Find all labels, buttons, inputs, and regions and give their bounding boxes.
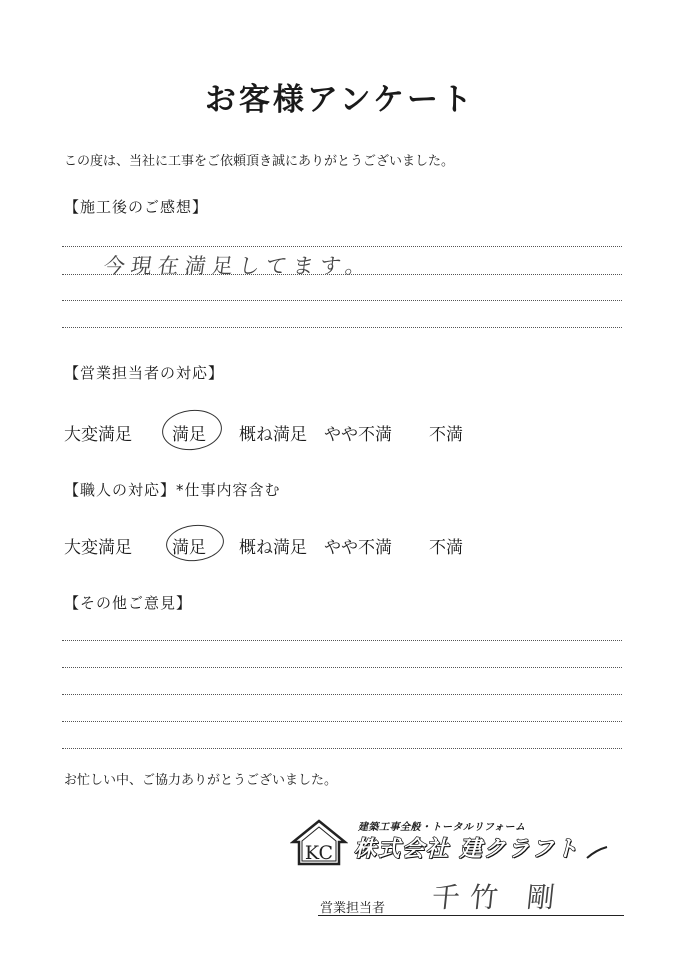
house-logo-icon xyxy=(290,818,348,868)
staff-signature-line xyxy=(318,915,624,916)
other-line-1[interactable] xyxy=(62,640,622,641)
impression-heading: 【施工後のご感想】 xyxy=(64,198,209,216)
sales-option-very-satisfied[interactable]: 大変満足 xyxy=(64,425,132,445)
sales-option-somewhat-dissatisfied[interactable]: やや不満 xyxy=(324,425,392,445)
swoosh-icon xyxy=(586,846,608,860)
other-line-3[interactable] xyxy=(62,694,622,695)
staff-label: 営業担当者 xyxy=(320,901,386,916)
craftsman-option-very-satisfied[interactable]: 大変満足 xyxy=(64,538,132,558)
company-tagline: 建築工事全般・トータルリフォーム xyxy=(358,822,526,833)
craftsman-option-somewhat-dissatisfied[interactable]: やや不満 xyxy=(324,538,392,558)
sales-heading: 【営業担当者の対応】 xyxy=(64,364,225,382)
other-line-2[interactable] xyxy=(62,667,622,668)
sales-option-satisfied[interactable]: 満足 xyxy=(172,425,206,445)
company-logo xyxy=(290,818,620,868)
impression-line-3 xyxy=(62,300,622,301)
staff-signature[interactable]: 千竹 剛 xyxy=(430,881,567,914)
intro-text: この度は、当社に工事をご依頼頂き誠にありがとうございました。 xyxy=(64,154,455,169)
other-line-4[interactable] xyxy=(62,721,622,722)
craftsman-heading: 【職人の対応】*仕事内容含む xyxy=(64,481,281,499)
impression-line-2 xyxy=(62,274,622,275)
sales-option-mostly-satisfied[interactable]: 概ね満足 xyxy=(239,425,307,445)
closing-text: お忙しい中、ご協力ありがとうございました。 xyxy=(64,773,338,788)
other-line-5[interactable] xyxy=(62,748,622,749)
impression-line-4 xyxy=(62,327,622,328)
craftsman-option-satisfied[interactable]: 満足 xyxy=(172,538,206,558)
page-title: お客様アンケート xyxy=(204,82,476,118)
impression-handwritten[interactable]: 今現在満足してます。 xyxy=(102,254,374,278)
craftsman-option-dissatisfied[interactable]: 不満 xyxy=(429,538,463,558)
other-heading: 【その他ご意見】 xyxy=(64,594,193,612)
craftsman-option-mostly-satisfied[interactable]: 概ね満足 xyxy=(239,538,307,558)
company-name: 株式会社 建クラフト xyxy=(354,837,580,862)
sales-option-dissatisfied[interactable]: 不満 xyxy=(429,425,463,445)
impression-line-1 xyxy=(62,246,622,247)
logo-letters: KC xyxy=(304,842,334,864)
